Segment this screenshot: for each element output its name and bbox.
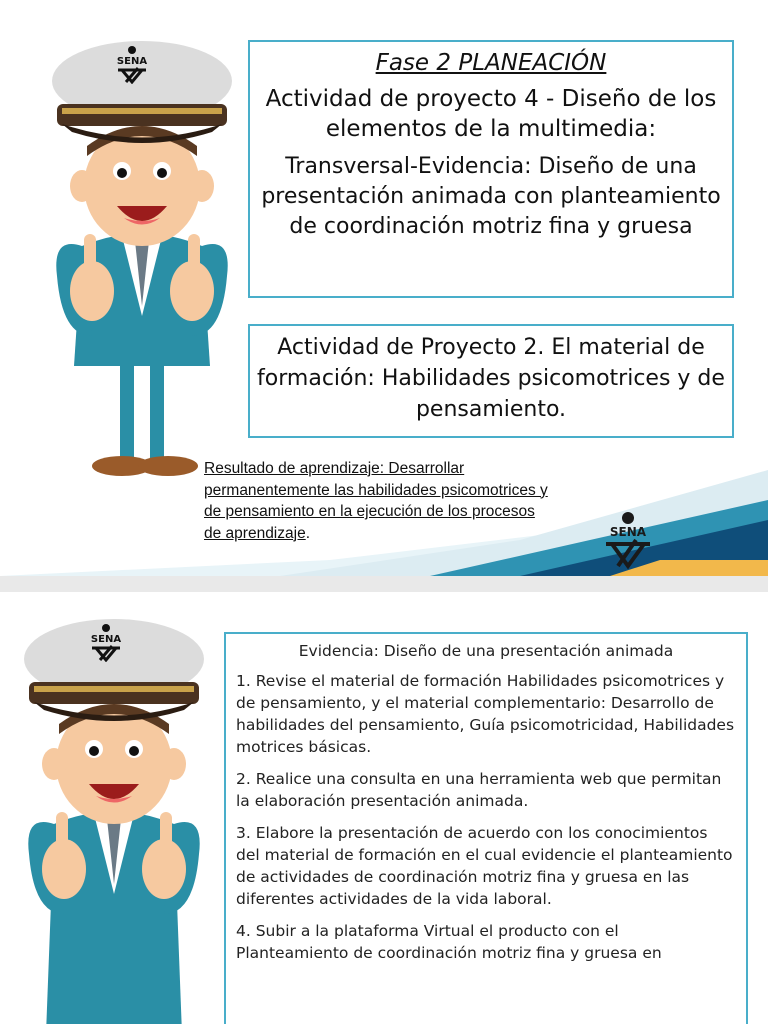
svg-text:SENA: SENA bbox=[116, 56, 148, 67]
learning-result-text: Resultado de aprendizaje: Desarrollar permanentemente las habilidades psicomotrices y de pensamiento en la ejecución de los procesos de aprendizaje bbox=[204, 460, 548, 542]
captain-character-illustration bbox=[42, 36, 242, 486]
sena-logo-cap bbox=[112, 44, 152, 84]
learning-result bbox=[204, 458, 552, 544]
captain-character-illustration-2 bbox=[14, 614, 214, 1024]
phase-activity-box bbox=[248, 40, 734, 298]
evidence-item-1: 1. Revise el material de formación Habilidades psicomotrices y de pensamiento, y el material complementario: Desarrollo de habilidades del pensamiento, Guía psicomotricidad, Habilidades motrices básicas. bbox=[236, 672, 735, 756]
phase-title: Fase 2 PLANEACIÓN bbox=[375, 50, 607, 76]
sena-logo bbox=[600, 510, 656, 570]
activity-4-title: Actividad de proyecto 4 - Diseño de los elementos de la multimedia: bbox=[265, 86, 717, 142]
sena-logo-cap-2 bbox=[86, 622, 126, 662]
evidence-item-2: 2. Realice una consulta en una herramienta web que permitan la elaboración presentación animada. bbox=[236, 770, 722, 810]
evidence-item-4: 4. Subir a la plataforma Virtual el producto con el Planteamiento de coordinación motriz fina y gruesa en bbox=[236, 922, 662, 962]
evidence-title: Evidencia: Diseño de una presentación animada bbox=[298, 642, 674, 660]
learning-result-period: . bbox=[305, 524, 311, 542]
activity-2-text: Actividad de Proyecto 2. El material de formación: Habilidades psicomotrices y de pensamiento. bbox=[257, 335, 725, 422]
evidence-item-3: 3. Elabore la presentación de acuerdo con los conocimientos del material de formación en el cual evidencie el planteamiento de actividades de coordinación motriz fina y gruesa en las diferentes actividades de la vida laboral. bbox=[236, 824, 733, 908]
svg-text:SENA: SENA bbox=[609, 525, 647, 539]
slide-2 bbox=[0, 592, 768, 1024]
evidence-box bbox=[224, 632, 748, 1024]
transversal-evidence-text: Transversal-Evidencia: Diseño de una presentación animada con planteamiento de coordinación motriz fina y gruesa bbox=[261, 154, 721, 239]
activity-2-box bbox=[248, 324, 734, 438]
slide-separator bbox=[0, 576, 768, 592]
svg-text:SENA: SENA bbox=[90, 634, 122, 645]
